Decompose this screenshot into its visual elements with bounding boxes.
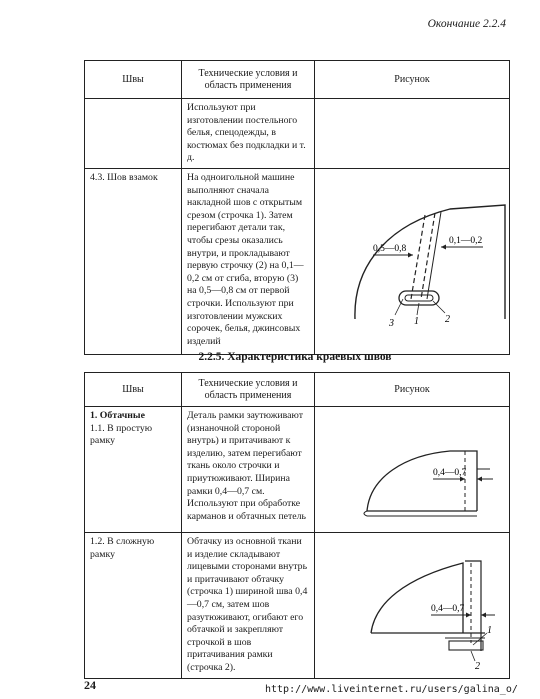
table-cell bbox=[85, 99, 182, 169]
simple-frame-figure bbox=[315, 407, 509, 527]
callout-number: 2 bbox=[445, 313, 450, 325]
table-cell-conditions: Деталь рамки заутюживают (изнаночной стороной внутрь) и притачивают к изделию, затем перегибают ткань около строчки и приутюживают. Ширина рамки 0,4—0,7 см. Используют при обработке карманов и обтачных петель bbox=[182, 407, 315, 533]
seams-table-continued bbox=[84, 60, 510, 355]
figure-cell bbox=[315, 407, 510, 533]
complex-frame-figure bbox=[315, 533, 509, 671]
seam-name: 1.2. В сложную рамку bbox=[85, 533, 182, 679]
page-number: 24 bbox=[84, 678, 96, 692]
callout-number: 3 bbox=[389, 317, 394, 329]
dimension-label: 0,4—0,7 bbox=[431, 604, 465, 614]
seam-name: 1.1. В простую рамку bbox=[90, 422, 153, 447]
callout-number: 1 bbox=[414, 315, 419, 327]
figure-cell bbox=[315, 168, 510, 354]
table-cell-conditions: На одноигольной машине выполняют сначала накладной шов с открытым срезом (строчка 1). Затем перегибают детали так, чтобы срезы оказались внутри, и прокладывают первую строчку (2) на 0,1—0,2 см от сгиба, вторую (3) на 0,5—0,8 см от первой строчки. Используют при изготовлении мужских сорочек, белья, джинсовых изделий bbox=[182, 168, 315, 354]
section-title: 2.2.5. Характеристика краевых швов bbox=[198, 351, 392, 363]
column-header-seams: Швы bbox=[85, 61, 182, 99]
callout-number: 1 bbox=[487, 625, 492, 636]
callout-number: 2 bbox=[475, 661, 480, 671]
figure-cell bbox=[315, 533, 510, 679]
column-header-figure: Рисунок bbox=[315, 373, 510, 407]
dimension-label: 0,5—0,8 bbox=[373, 243, 407, 254]
edge-seams-table bbox=[84, 372, 510, 679]
column-header-conditions: Технические условия и область применения bbox=[182, 373, 315, 407]
table-cell-conditions: Обтачку из основной ткани и изделие складывают лицевыми сторонами внутрь и притачивают обтачку (строчка 1) шириной шва 0,4—0,7 см, затем шов разутюживают, огибают его обтачкой и закрепляют строчкой в шов притачивания рамки (строчка 2). bbox=[182, 533, 315, 679]
table-cell bbox=[315, 99, 510, 169]
source-url: http://www.liveinternet.ru/users/galina_o/ bbox=[265, 684, 518, 695]
table-cell-conditions: Используют при изготовлении постельного белья, спецодежды, в костюмах без подкладки и т. д. bbox=[182, 99, 315, 169]
column-header-figure: Рисунок bbox=[315, 61, 510, 99]
seam-group-title: 1. Обтачные bbox=[90, 410, 145, 421]
seam-name-cell bbox=[85, 407, 182, 533]
seam-name-lock-seam: 4.3. Шов взамок bbox=[85, 168, 182, 354]
column-header-conditions: Технические условия и область применения bbox=[182, 61, 315, 99]
dimension-label: 0,1—0,2 bbox=[449, 235, 483, 246]
lock-seam-figure bbox=[315, 169, 509, 349]
column-header-seams: Швы bbox=[85, 373, 182, 407]
continuation-label: Окончание 2.2.4 bbox=[427, 18, 506, 30]
dimension-label: 0,4—0,7 bbox=[433, 468, 467, 478]
